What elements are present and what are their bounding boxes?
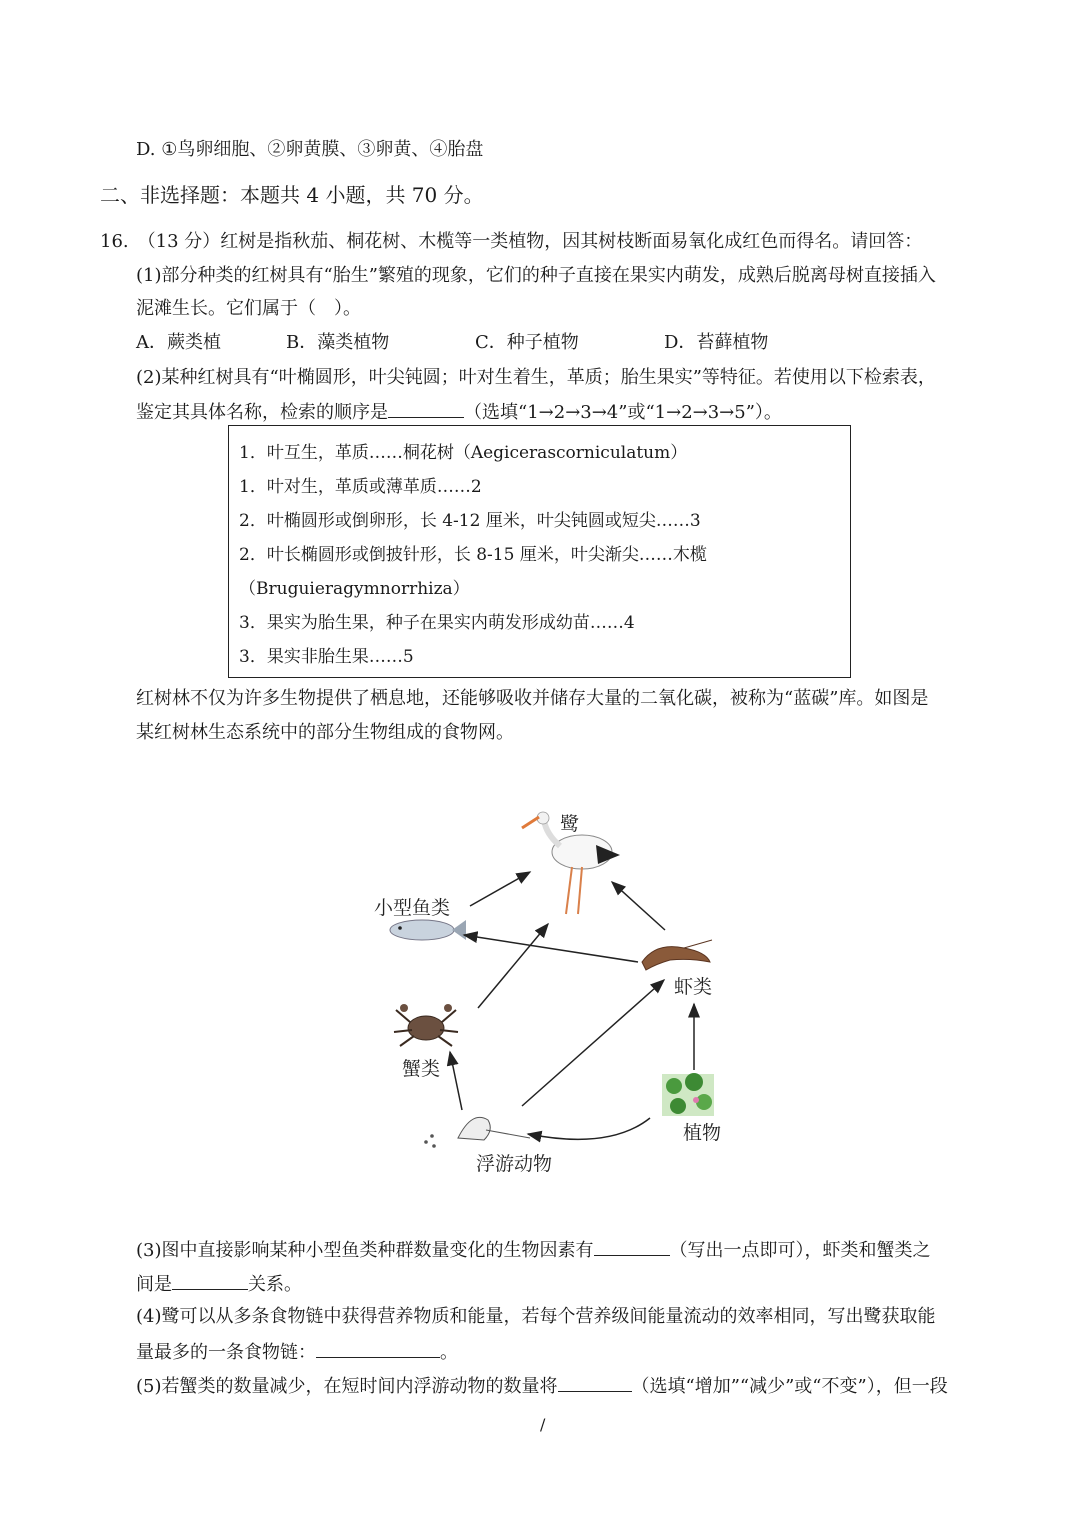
arrow-plants-to-zooplankton <box>528 1118 650 1139</box>
q16-part3-line1 <box>136 1237 931 1263</box>
small-fish-image <box>390 920 466 940</box>
key-line-1: 1．叶互生，革质……桐花树（Aegicerascorniculatum） <box>239 443 688 463</box>
q16-part3-line2 <box>136 1271 302 1297</box>
zooplankton-image <box>424 1117 530 1147</box>
arrow-zooplankton-to-crab <box>450 1052 462 1110</box>
food-web-diagram <box>360 790 740 1190</box>
crab-image <box>394 1004 458 1046</box>
identification-key-table <box>228 425 851 678</box>
plants-image <box>662 1073 714 1116</box>
key-line-2: 1．叶对生，革质或薄革质……2 <box>239 477 482 497</box>
arrow-shrimp-to-fish <box>464 935 638 962</box>
key-line-5: （Bruguieragymnorrhiza） <box>239 579 470 599</box>
q16-part4-text-b: 。 <box>440 1342 458 1363</box>
arrow-crab-to-egret <box>478 924 548 1008</box>
shrimp-label: 虾类 <box>674 976 713 998</box>
arrow-shrimp-to-egret <box>612 882 665 930</box>
arrow-fish-to-egret <box>470 872 530 906</box>
q16-part5-line1 <box>136 1373 948 1399</box>
q16-part2-text-a: 鉴定其具体名称，检索的顺序是 <box>136 402 388 423</box>
q16-option-d: D．苔藓植物 <box>664 332 769 353</box>
key-line-6: 3．果实为胎生果，种子在果实内萌发形成幼苗……4 <box>239 613 635 633</box>
q16-part3-text-b: （写出一点即可），虾类和蟹类之 <box>669 1240 931 1261</box>
q16-part3-text-c: 间是 <box>136 1274 172 1295</box>
q16-option-b: B．藻类植物 <box>286 332 390 353</box>
page-footer: / <box>540 1415 546 1434</box>
q16-part2-line2 <box>136 399 782 425</box>
egret-label: 鹭 <box>560 813 580 835</box>
q16-intro: 16. （13 分）红树是指秋茄、桐花树、木榄等一类植物，因其树枝断面易氧化成红色而得名。请回答： <box>100 231 923 252</box>
small-fish-label: 小型鱼类 <box>374 897 451 919</box>
q15-option-d: D. ①鸟卵细胞、②卵黄膜、③卵黄、④胎盘 <box>136 139 484 160</box>
q16-part3-text-a: (3)图中直接影响某种小型鱼类种群数量变化的生物因素有 <box>136 1240 594 1261</box>
q16-part5-text-a: (5)若蟹类的数量减少，在短时间内浮游动物的数量将 <box>136 1376 558 1397</box>
q16-part5-text-b: （选填“增加”“减少”或“不变”），但一段 <box>631 1376 948 1397</box>
q16-part4-text-a: 量最多的一条食物链： <box>136 1342 316 1363</box>
q16-option-a: A．蕨类植 <box>136 332 221 353</box>
shrimp-image <box>642 940 712 970</box>
answer-blank-5[interactable] <box>558 1373 632 1392</box>
zooplankton-label: 浮游动物 <box>476 1153 553 1175</box>
answer-blank-3a[interactable] <box>594 1237 670 1256</box>
context-line-2: 某红树林生态系统中的部分生物组成的食物网。 <box>136 722 514 743</box>
q16-part3-text-d: 关系。 <box>248 1274 302 1295</box>
key-line-4: 2．叶长椭圆形或倒披针形，长 8-15 厘米，叶尖渐尖……木榄 <box>239 545 707 565</box>
q16-part2-line1: (2)某种红树具有“叶椭圆形，叶尖钝圆；叶对生着生，革质；胎生果实”等特征。若使用以下检索表， <box>136 367 936 388</box>
q16-part4-line2 <box>136 1339 458 1365</box>
q16-part2-text-b: （选填“1→2→3→4”或“1→2→3→5”）。 <box>464 402 782 423</box>
q16-part1-line1: (1)部分种类的红树具有“胎生”繁殖的现象，它们的种子直接在果实内萌发，成熟后脱离母树直接插入 <box>136 265 936 286</box>
food-web-arrows <box>450 872 694 1139</box>
key-line-3: 2．叶椭圆形或倒卵形，长 4-12 厘米，叶尖钝圆或短尖……3 <box>239 511 701 531</box>
section-heading: 二、非选择题：本题共 4 小题，共 70 分。 <box>100 183 484 207</box>
answer-blank-3b[interactable] <box>172 1271 248 1290</box>
arrow-zooplankton-to-shrimp <box>522 980 664 1106</box>
q16-part1-line2: 泥滩生长。它们属于（ ）。 <box>136 298 361 319</box>
key-line-7: 3．果实非胎生果……5 <box>239 647 414 667</box>
crab-label: 蟹类 <box>402 1058 441 1080</box>
plants-label: 植物 <box>683 1122 722 1144</box>
q16-part4-line1: (4)鹭可以从多条食物链中获得营养物质和能量，若每个营养级间能量流动的效率相同，写出鹭获取能 <box>136 1306 936 1327</box>
answer-blank-2[interactable] <box>388 399 464 418</box>
q16-option-c: C．种子植物 <box>475 332 579 353</box>
answer-blank-4[interactable] <box>316 1339 440 1358</box>
context-line-1: 红树林不仅为许多生物提供了栖息地，还能够吸收并储存大量的二氧化碳，被称为“蓝碳”库。如图是 <box>136 688 929 709</box>
